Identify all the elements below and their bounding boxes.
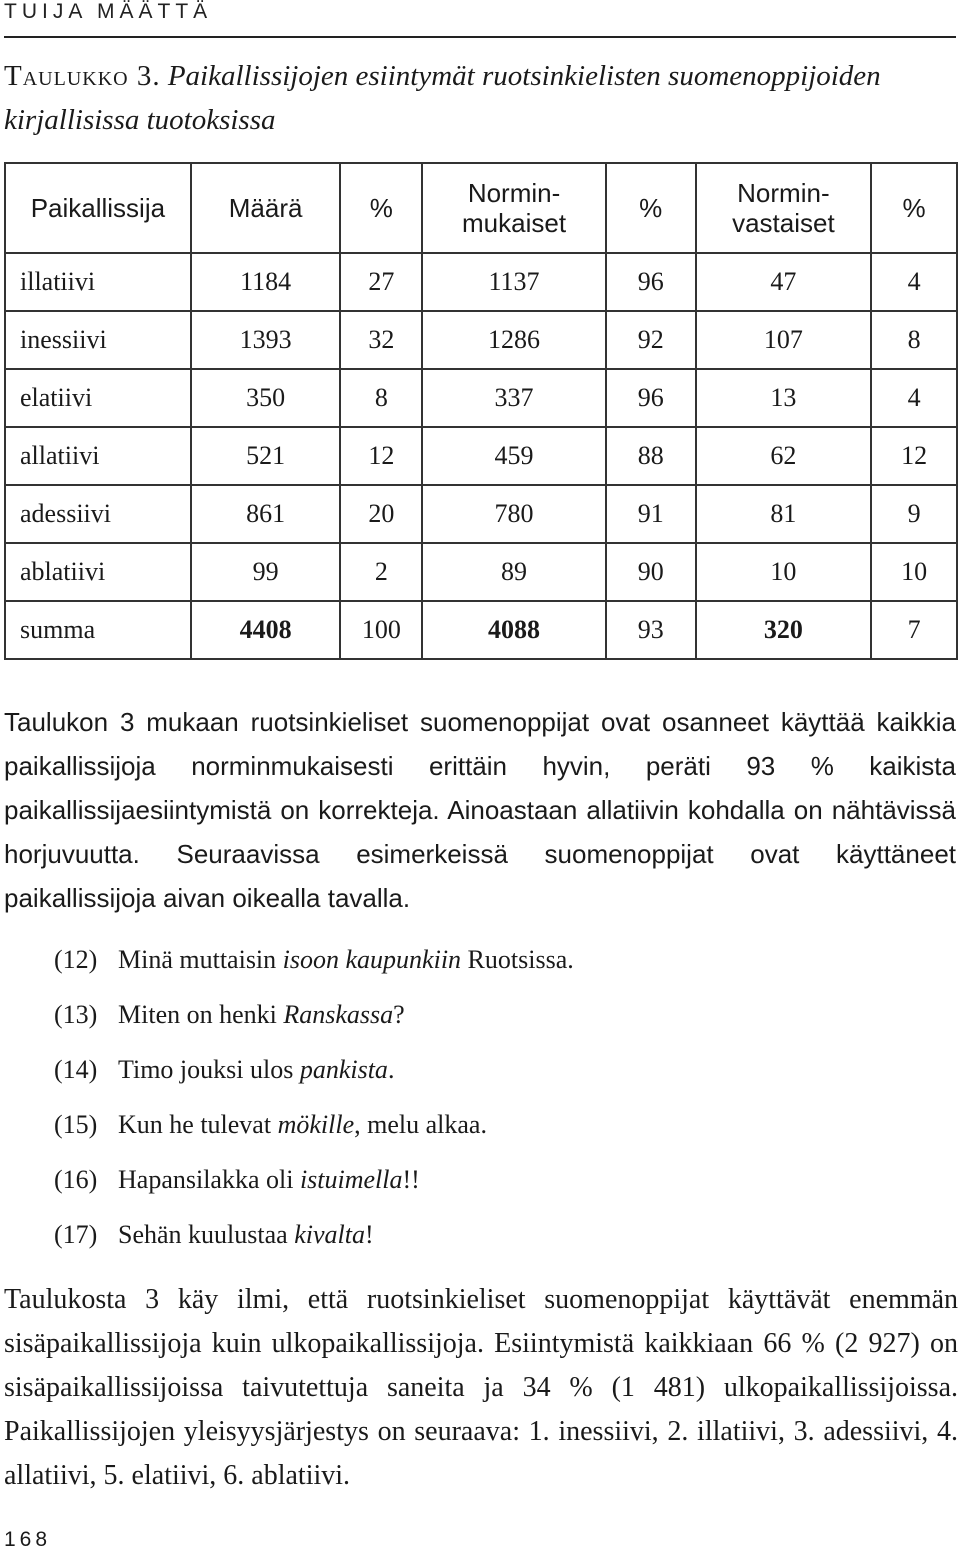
table-cell: 459	[422, 427, 606, 485]
table-cell: 81	[696, 485, 872, 543]
table-cell: 93	[606, 601, 696, 659]
table-cell: 861	[191, 485, 341, 543]
example-text: Miten on henki	[118, 1000, 284, 1029]
table-cell: 1286	[422, 311, 606, 369]
running-head: TUIJA MÄÄTTÄ	[4, 0, 213, 23]
example-emphasis: isoon kaupunkiin	[282, 945, 462, 974]
example-item	[54, 938, 574, 993]
table-cell: 337	[422, 369, 606, 427]
example-text: !!	[402, 1165, 420, 1194]
example-item	[54, 1103, 574, 1158]
table-caption	[4, 54, 954, 142]
table-cell: 780	[422, 485, 606, 543]
column-header: Paikallissija	[5, 163, 191, 253]
example-item	[54, 993, 574, 1048]
column-header: Normin- vastaiset	[696, 163, 872, 253]
example-number: (15)	[54, 1110, 98, 1139]
example-emphasis: istuimella	[299, 1165, 403, 1194]
table-row	[5, 369, 957, 427]
table-cell: 91	[606, 485, 696, 543]
data-table	[4, 162, 958, 660]
table-cell: illatiivi	[5, 253, 191, 311]
table-cell: 4	[871, 369, 957, 427]
table-cell: 1393	[191, 311, 341, 369]
column-header: %	[340, 163, 422, 253]
example-emphasis: mökille	[277, 1110, 355, 1139]
table-row	[5, 311, 957, 369]
table-cell: 4408	[191, 601, 341, 659]
table-cell: 4	[871, 253, 957, 311]
table-cell: 99	[191, 543, 341, 601]
example-text: .	[387, 1055, 395, 1084]
example-text: !	[364, 1220, 374, 1249]
table-cell: 13	[696, 369, 872, 427]
header-divider	[4, 36, 956, 38]
example-number: (12)	[54, 945, 98, 974]
example-text: , melu alkaa.	[354, 1110, 487, 1139]
body-paragraph-1: Taulukon 3 mukaan ruotsinkieliset suomenoppijat ovat osanneet käyttää kaikkia paikallissijoja norminmukaisesti erittäin hyvin, peräti 93 % kaikista paikallissijaesiintymistä on korrekteja. Ainoastaan allatiivin kohdalla on nähtävissä horjuvuutta. Seuraavissa esimerkeissä suomenoppijat ovat käyttäneet paikallissijoja aivan oikealla tavalla.	[4, 707, 956, 913]
table-cell: 100	[340, 601, 422, 659]
table-cell: 32	[340, 311, 422, 369]
table-cell: 107	[696, 311, 872, 369]
example-emphasis: pankista	[299, 1055, 388, 1084]
table-cell: 2	[340, 543, 422, 601]
table-row	[5, 427, 957, 485]
table-cell: 89	[422, 543, 606, 601]
column-header: %	[871, 163, 957, 253]
example-number: (13)	[54, 1000, 98, 1029]
table-cell: 12	[340, 427, 422, 485]
example-text: Kun he tulevat	[118, 1110, 278, 1139]
example-number: (14)	[54, 1055, 98, 1084]
column-header: Normin- mukaiset	[422, 163, 606, 253]
table-cell: summa	[5, 601, 191, 659]
example-text: Minä muttaisin	[118, 945, 283, 974]
table-cell: 1184	[191, 253, 341, 311]
table-row-total	[5, 601, 957, 659]
table-cell: adessiivi	[5, 485, 191, 543]
table-cell: 4088	[422, 601, 606, 659]
table-cell: 10	[696, 543, 872, 601]
table-cell: elatiivi	[5, 369, 191, 427]
body-paragraph-2: Taulukosta 3 käy ilmi, että ruotsinkieliset suomenoppijat käyttävät enemmän sisäpaikallissijoja kuin ulkopaikallissijoja. Esiintymistä kaikkiaan 66 % (2 927) on sisäpaikallissijoissa taivutettuja saneita ja 34 % (1 481) ulkopaikallissijoissa. Paikallissijojen yleisyysjärjestys on seuraava: 1. inessiivi, 2. illatiivi, 3. adessiivi, 4. allatiivi, 5. elatiivi, 6. ablatiivi.	[4, 1284, 958, 1491]
example-emphasis: kivalta	[294, 1220, 365, 1249]
example-text: ?	[393, 1000, 405, 1029]
table-caption-label: Taulukko 3.	[4, 60, 161, 92]
example-emphasis: Ranskassa	[283, 1000, 394, 1029]
table-row	[5, 253, 957, 311]
table-cell: 521	[191, 427, 341, 485]
table-cell: 9	[871, 485, 957, 543]
example-text: Hapansilakka oli	[118, 1165, 300, 1194]
table-cell: 90	[606, 543, 696, 601]
table-cell: 88	[606, 427, 696, 485]
example-list	[54, 938, 574, 1268]
page-number: 168	[4, 1528, 52, 1551]
table-caption-title: Paikallissijojen esiintymät ruotsinkielisten suomenoppijoiden kirjallisissa tuotoksissa	[4, 60, 881, 136]
column-header: Määrä	[191, 163, 341, 253]
example-number: (16)	[54, 1165, 98, 1194]
example-text: Sehän kuulustaa	[118, 1220, 295, 1249]
example-item	[54, 1213, 574, 1268]
table-cell: allatiivi	[5, 427, 191, 485]
example-number: (17)	[54, 1220, 98, 1249]
table-cell: 62	[696, 427, 872, 485]
table-row	[5, 543, 957, 601]
table-cell: 96	[606, 369, 696, 427]
table-cell: 47	[696, 253, 872, 311]
table-cell: 12	[871, 427, 957, 485]
table-cell: 320	[696, 601, 872, 659]
table-cell: 96	[606, 253, 696, 311]
table-cell: 92	[606, 311, 696, 369]
table-cell: 1137	[422, 253, 606, 311]
table-cell: 8	[340, 369, 422, 427]
column-header: %	[606, 163, 696, 253]
example-item	[54, 1048, 574, 1103]
table-cell: 20	[340, 485, 422, 543]
table-cell: inessiivi	[5, 311, 191, 369]
table-cell: ablatiivi	[5, 543, 191, 601]
example-text: Ruotsissa.	[461, 945, 574, 974]
table-cell: 7	[871, 601, 957, 659]
table-cell: 350	[191, 369, 341, 427]
table-cell: 10	[871, 543, 957, 601]
table-cell: 27	[340, 253, 422, 311]
table-row	[5, 485, 957, 543]
example-text: Timo jouksi ulos	[118, 1055, 300, 1084]
table-cell: 8	[871, 311, 957, 369]
example-item	[54, 1158, 574, 1213]
